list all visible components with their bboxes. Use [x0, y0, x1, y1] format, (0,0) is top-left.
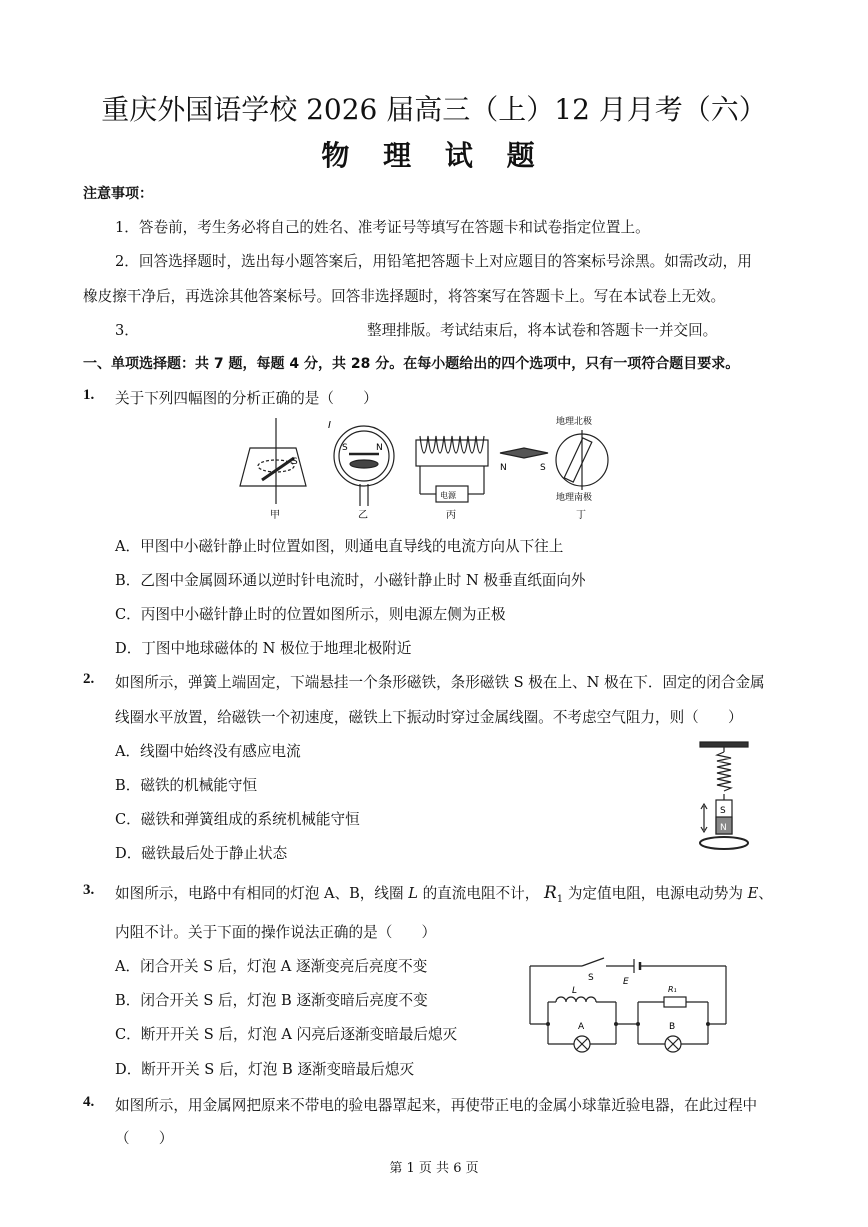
q4-stem: 如图所示，用金属网把原来不带电的验电器罩起来，再使带正电的金属小球靠近验电器，在此过程中	[115, 1097, 758, 1114]
q3-stem-r-sub: 1	[556, 893, 564, 905]
q3-stem-c: 为定值电阻，电源电动势为	[567, 885, 743, 902]
q1-option-a: A．甲图中小磁针静止时位置如图，则通电直导线的电流方向从下往上	[115, 538, 564, 555]
q4-stem-2: （ ）	[115, 1130, 174, 1147]
q3-stem-2: 内阻不计。关于下面的操作说法正确的是（ ）	[115, 924, 437, 941]
fig-jia-s: S	[292, 457, 298, 467]
q3-fig-e: E	[623, 977, 629, 987]
notice-item-2: 2．回答选择题时，选出每小题答案后，用铅笔把答题卡上对应题目的答案标号涂黑。如需改动，用	[115, 253, 752, 270]
q3-stem-l: L	[408, 885, 418, 902]
q1-option-d: D．丁图中地球磁体的 N 极位于地理北极附近	[115, 640, 412, 657]
q2-option-d: D．磁铁最后处于静止状态	[115, 845, 288, 862]
q3-fig-b: B	[669, 1022, 676, 1032]
q1-option-c: C．丙图中小磁针静止时的位置如图所示，则电源左侧为正极	[115, 606, 506, 623]
fig-bing-n: N	[500, 463, 507, 473]
section-heading: 一、单项选择题：共 7 题，每题 4 分，共 28 分。在每小题给出的四个选项中，只有一项符合题目要求。	[83, 356, 740, 372]
q3-option-d: D．断开开关 S 后，灯泡 B 逐渐变暗最后熄灭	[115, 1061, 415, 1078]
notice-item-3: 整理排版。考试结束后，将本试卷和答题卡一并交回。	[367, 322, 718, 339]
fig-bing-s: S	[540, 463, 546, 473]
q3-stem-a: 如图所示，电路中有相同的灯泡 A、B，线圈	[115, 885, 404, 902]
fig-ding-south: 地理南极	[556, 493, 593, 503]
q3-stem-e: E	[747, 885, 759, 902]
fig-yi	[334, 426, 394, 506]
q2-option-b: B．磁铁的机械能守恒	[115, 777, 258, 794]
q2-figure	[688, 738, 758, 856]
fig-yi-n: N	[376, 443, 383, 453]
q3-stem	[115, 882, 773, 905]
fig-yi-i: I	[328, 420, 331, 431]
q2-stem-1: 如图所示，弹簧上端固定，下端悬挂一个条形磁铁，条形磁铁 S 极在上、N 极在下．固定的闭合金属	[115, 674, 765, 691]
q3-stem-b: 的直流电阻不计，	[422, 885, 540, 902]
exam-title: 重庆外国语学校 2026 届高三（上）12 月月考（六）	[101, 93, 767, 126]
fig-jia-label: 甲	[270, 510, 280, 521]
q3-fig-a: A	[578, 1022, 585, 1032]
q1-figure	[236, 414, 616, 520]
q2-number: 2.	[83, 671, 95, 687]
q3-option-c: C．断开开关 S 后，灯泡 A 闪亮后逐渐变暗最后熄灭	[115, 1026, 458, 1043]
q3-fig-r: R₁	[668, 985, 677, 994]
q3-circuit	[526, 956, 730, 1056]
q3-fig-l: L	[572, 986, 578, 996]
q4-number: 4.	[83, 1094, 95, 1110]
fig-bing-label: 丙	[446, 510, 456, 521]
fig-ding-north: 地理北极	[556, 417, 593, 427]
q3-number: 3.	[83, 882, 95, 898]
q3-fig-s: S	[588, 973, 594, 983]
q1-stem: 关于下列四幅图的分析正确的是（ ）	[115, 390, 378, 407]
fig-yi-s: S	[342, 443, 348, 453]
q3-stem-d: 、	[758, 885, 773, 902]
q2-fig-n: N	[720, 823, 727, 833]
fig-bing	[416, 436, 548, 502]
notice-heading: 注意事项：	[83, 186, 153, 202]
q2-option-c: C．磁铁和弹簧组成的系统机械能守恒	[115, 811, 360, 828]
notice-item-3-num: 3．	[115, 322, 139, 339]
q1-option-b: B．乙图中金属圆环通以逆时针电流时，小磁针静止时 N 极垂直纸面向外	[115, 572, 586, 589]
fig-bing-power: 电源	[440, 491, 456, 500]
q3-option-b: B．闭合开关 S 后，灯泡 B 逐渐变暗后亮度不变	[115, 992, 428, 1009]
q2-fig-s: S	[720, 806, 726, 816]
q1-number: 1.	[83, 387, 95, 403]
notice-item-1: 1．答卷前，考生务必将自己的姓名、准考证号等填写在答题卡和试卷指定位置上。	[115, 219, 650, 236]
fig-ding-label: 丁	[576, 510, 586, 521]
exam-subtitle: 物 理 试 题	[321, 139, 547, 172]
page-footer: 第 1 页 共 6 页	[389, 1161, 479, 1176]
q3-option-a: A．闭合开关 S 后，灯泡 A 逐渐变亮后亮度不变	[115, 958, 428, 975]
fig-ding	[556, 430, 608, 490]
fig-yi-label: 乙	[358, 510, 368, 521]
q2-stem-2: 线圈水平放置，给磁铁一个初速度，磁铁上下振动时穿过金属线圈。不考虑空气阻力，则（ ）	[115, 709, 743, 726]
notice-item-2-cont: 橡皮擦干净后，再选涂其他答案标号。回答非选择题时，将答案写在答题卡上。写在本试卷上无效。	[83, 288, 726, 305]
q2-option-a: A．线圈中始终没有感应电流	[115, 743, 301, 760]
q3-stem-r: R	[543, 883, 557, 903]
